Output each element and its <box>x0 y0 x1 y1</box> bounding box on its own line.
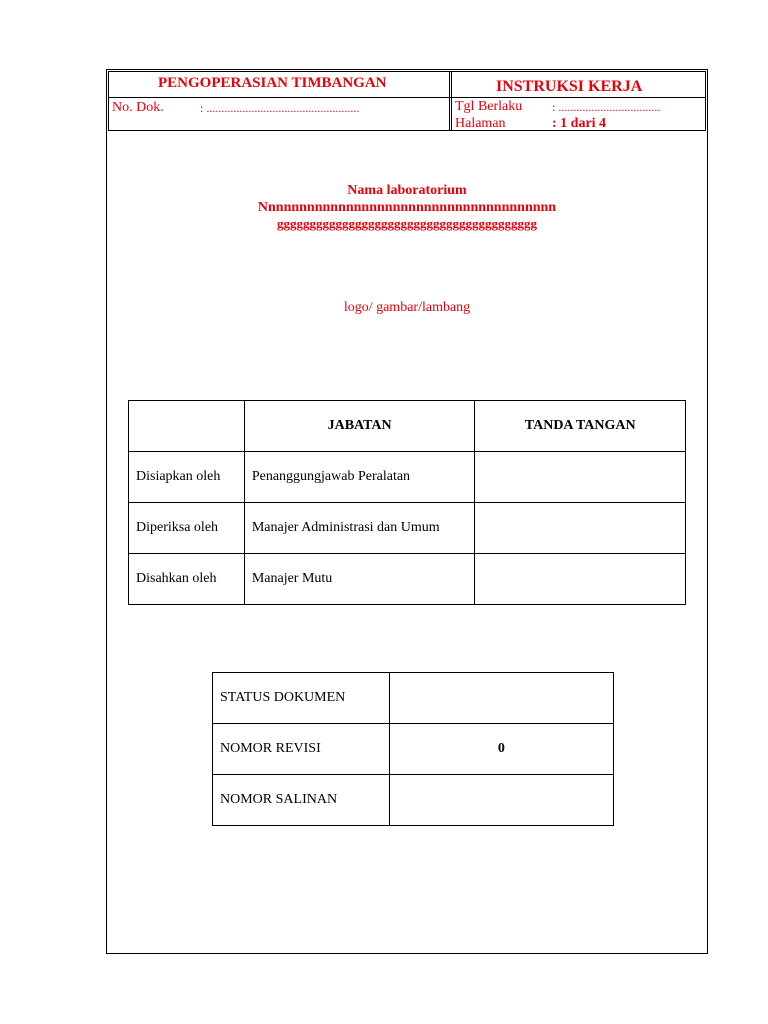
signature-table <box>128 400 686 605</box>
position-cell: Manajer Administrasi dan Umum <box>244 503 475 554</box>
no-dok-value: : ................................................... <box>200 101 360 115</box>
header-divider <box>451 71 452 131</box>
lab-name-line2: gggggggggggggggggggggggggggggggggggggggg <box>277 216 537 231</box>
role-cell: Disahkan oleh <box>129 554 245 605</box>
signature-cell <box>475 452 686 503</box>
position-cell: Manajer Mutu <box>244 554 475 605</box>
logo-placeholder: logo/ gambar/lambang <box>343 300 471 315</box>
lab-name-line1: Nnnnnnnnnnnnnnnnnnnnnnnnnnnnnnnnnnnnnn <box>257 200 557 215</box>
table-row <box>213 673 614 724</box>
no-dok-label: No. Dok. <box>112 100 164 115</box>
tgl-berlaku-label: Tgl Berlaku <box>455 99 523 114</box>
status-table <box>212 672 614 826</box>
table-row <box>213 775 614 826</box>
revision-label-cell: NOMOR REVISI <box>213 724 390 775</box>
lab-name-label: Nama laboratorium <box>347 183 467 198</box>
document-header <box>106 69 708 133</box>
status-value-cell <box>389 673 613 724</box>
tgl-berlaku-value: : .................................. <box>552 100 661 114</box>
header-row-divider <box>108 97 706 98</box>
header-cell-empty <box>129 401 245 452</box>
revision-value-cell: 0 <box>389 724 613 775</box>
signature-cell <box>475 554 686 605</box>
role-cell: Disiapkan oleh <box>129 452 245 503</box>
doc-type: INSTRUKSI KERJA <box>496 78 643 95</box>
halaman-value: : 1 dari 4 <box>552 116 607 131</box>
table-header-row <box>129 401 686 452</box>
doc-title: PENGOPERASIAN TIMBANGAN <box>158 75 387 91</box>
position-cell: Penanggungjawab Peralatan <box>244 452 475 503</box>
role-cell: Diperiksa oleh <box>129 503 245 554</box>
table-row <box>129 452 686 503</box>
table-row <box>129 503 686 554</box>
header-divider <box>449 71 450 131</box>
header-cell-tanda-tangan: TANDA TANGAN <box>475 401 686 452</box>
table-row <box>129 554 686 605</box>
halaman-label: Halaman <box>455 116 506 131</box>
status-label-cell: STATUS DOKUMEN <box>213 673 390 724</box>
table-row <box>213 724 614 775</box>
copy-label-cell: NOMOR SALINAN <box>213 775 390 826</box>
copy-value-cell <box>389 775 613 826</box>
signature-cell <box>475 503 686 554</box>
header-cell-jabatan: JABATAN <box>244 401 475 452</box>
